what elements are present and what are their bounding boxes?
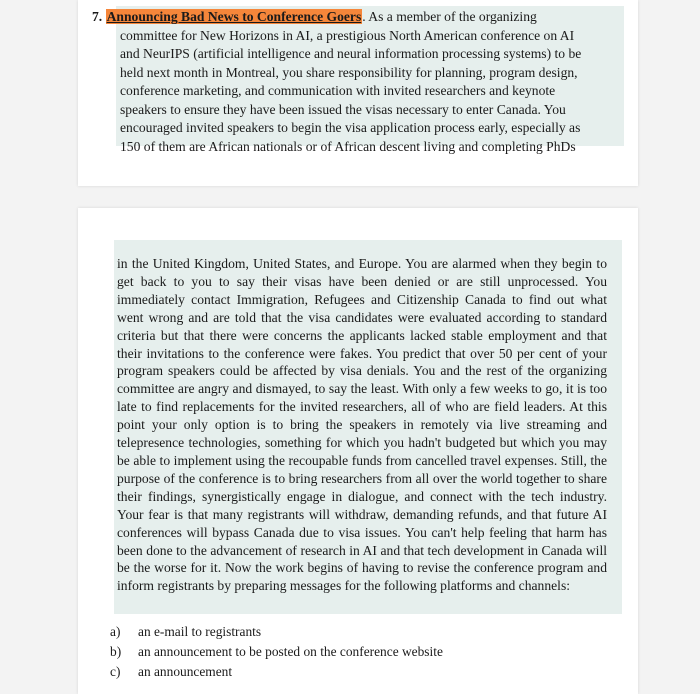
list-item: b) an announcement to be posted on the conference website xyxy=(110,644,443,659)
list-item: a) an e-mail to registrants xyxy=(110,624,262,639)
question-continuation: in the United Kingdom, United States, and Europe. You are alarmed when they begin to get back to you to say their visas have been denied or are still unprocessed. You immediately contact Immigration, Refugees and Citizenship Canada to find out what went wrong and are told that the visa candidates were evaluated according to standard criteria but that there were concerns the applicants lacked stable employment and that their invitations to the conference were fakes. You predict that over 50 per cent of your program speakers could be affected by visa denials. You and the rest of the organizing committee are angry and dismayed, to say the least. With only a few weeks to go, it is too late to find replacements for the invited researchers, all of who are field leaders. At this point your only option is to bring the speakers in remotely via live streaming and telepresence technologies, something for which you hadn't budgeted but which you may be able to implement using the recoupable funds from cancelled travel expenses. Still, the purpose of the conference is to bring researchers from all over the world together to share their findings, synergistically engage in dialogue, and connect with the tech industry. Your fear is that many registrants will withdraw, demanding refunds, and that future AI conferences will bypass Canada due to visa issues. You can't help feeling that harm has been done to the advancement of research in AI and that tech development in Canada will be the worse for it. Now the work begins of having to revise the conference program and inform registrants by preparing messages for the following platforms and channels: xyxy=(117,256,607,594)
question-intro: 7. Announcing Bad News to Conference Goers. As a member of the organizing committee for New Horizons in AI, a prestigious North American conference on AI and NeurIPS (artificial intelligence and neural information processing systems) to be held next month in Montreal, you share responsibility for planning, program design, conference marketing, and communication with invited researchers and keynote speakers to ensure they have been issued the visas necessary to enter Canada. You encouraged invited speakers to begin the visa application process early, especially as 150 of them are African nationals or of African descent living and completing PhDs xyxy=(92,9,582,154)
platform-list xyxy=(110,622,610,682)
question-title: Announcing Bad News to Conference Goers xyxy=(106,9,362,24)
question-number: 7. xyxy=(92,9,103,24)
list-item: c) an announcement xyxy=(110,664,233,679)
